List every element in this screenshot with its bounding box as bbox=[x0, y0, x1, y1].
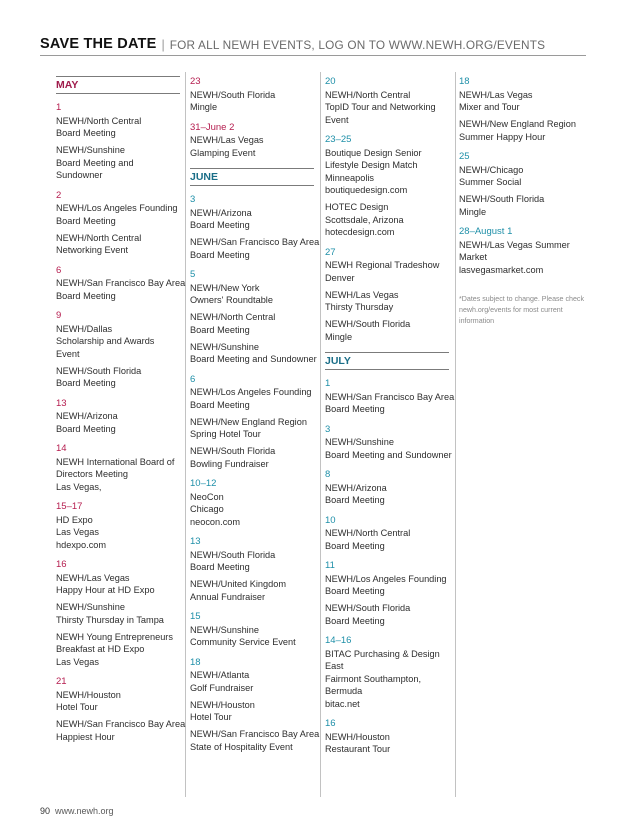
event-line: NEWH/Arizona bbox=[190, 207, 252, 218]
page-header bbox=[40, 36, 586, 56]
event-line: Board Meeting and Sundowner bbox=[325, 449, 452, 460]
event-entry bbox=[190, 669, 318, 694]
event-date: 3 bbox=[325, 423, 331, 435]
event-date: 15–17 bbox=[56, 501, 83, 512]
event-line: Board Meeting bbox=[190, 399, 250, 410]
event-line: Chicago bbox=[190, 504, 224, 514]
event-line: NEWH/Houston bbox=[325, 731, 390, 742]
event-entry bbox=[190, 445, 318, 470]
calendar-column-3 bbox=[325, 76, 453, 756]
event-line: Lifestyle Design Match bbox=[325, 160, 418, 170]
event-entry bbox=[56, 115, 184, 140]
event-line: Bowling Fundraiser bbox=[190, 458, 269, 469]
event-line: Event bbox=[56, 348, 80, 359]
event-date: 13 bbox=[56, 397, 67, 409]
event-entry bbox=[325, 573, 453, 598]
event-line: Board Meeting bbox=[190, 220, 250, 230]
event-line[interactable]: neocon.com bbox=[190, 516, 241, 527]
event-line: Thirsty Thursday bbox=[325, 302, 394, 312]
event-date: 15 bbox=[190, 611, 201, 622]
event-date: 23 bbox=[190, 76, 201, 87]
event-line: NeoCon bbox=[190, 491, 224, 502]
note-line: newh.org/events for most current bbox=[459, 306, 563, 314]
event-date: 8 bbox=[325, 469, 331, 480]
event-line: NEWH/Las Vegas bbox=[325, 289, 399, 300]
event-line: NEWH/Las Vegas bbox=[190, 135, 264, 145]
event-line: NEWH/Chicago bbox=[459, 164, 524, 175]
event-entry bbox=[325, 201, 453, 239]
event-date: 14 bbox=[56, 443, 67, 454]
event-line: NEWH/United Kingdom bbox=[190, 579, 286, 589]
event-line: Hotel Tour bbox=[56, 702, 98, 712]
event-line: NEWH/New York bbox=[190, 282, 260, 293]
event-line: Scholarship and Awards bbox=[56, 336, 155, 346]
event-entry bbox=[56, 144, 184, 182]
event-line: BITAC Purchasing & Design bbox=[325, 648, 440, 659]
event-line: Directors Meeting bbox=[56, 469, 128, 479]
event-entry bbox=[325, 391, 453, 416]
event-entry bbox=[459, 193, 587, 218]
event-line: NEWH Regional Tradeshow bbox=[325, 260, 440, 270]
event-entry bbox=[190, 341, 318, 366]
event-line: NEWH/San Francisco Bay Area bbox=[56, 278, 186, 288]
event-line: NEWH International Board of bbox=[56, 456, 175, 467]
event-line: Board Meeting and bbox=[56, 157, 134, 168]
event-line: Minneapolis bbox=[325, 172, 375, 183]
event-line[interactable]: boutiquedesign.com bbox=[325, 185, 408, 195]
event-line: NEWH/Sunshine bbox=[190, 341, 259, 352]
event-line[interactable]: hdexpo.com bbox=[56, 539, 107, 550]
header-title: SAVE THE DATE bbox=[40, 36, 157, 52]
event-entry bbox=[56, 572, 184, 597]
event-line: Board Meeting and Sundowner bbox=[190, 354, 317, 364]
event-date: 11 bbox=[325, 560, 335, 571]
event-line: NEWH/North Central bbox=[325, 528, 411, 538]
event-entry bbox=[190, 624, 318, 649]
event-line: Board Meeting bbox=[325, 404, 385, 414]
event-line: Boutique Design Senior bbox=[325, 147, 422, 158]
event-entry bbox=[325, 527, 453, 552]
event-line: NEWH/Los Angeles Founding bbox=[56, 203, 178, 213]
event-line: NEWH Young Entrepreneurs bbox=[56, 631, 173, 642]
event-line: NEWH/South Florida bbox=[190, 89, 276, 100]
event-entry bbox=[459, 164, 587, 189]
calendar-column-4 bbox=[459, 76, 587, 327]
event-line: HD Expo bbox=[56, 514, 93, 525]
event-date: 16 bbox=[325, 718, 336, 729]
event-entry bbox=[190, 728, 318, 753]
event-line: Bermuda bbox=[325, 686, 363, 696]
event-line: Board Meeting bbox=[325, 495, 385, 505]
event-line[interactable]: bitac.net bbox=[325, 698, 360, 709]
event-line: NEWH/North Central bbox=[56, 232, 142, 243]
event-entry bbox=[56, 601, 184, 626]
header-subtitle: FOR ALL NEWH EVENTS, LOG ON TO WWW.NEWH.ORG/EVENTS bbox=[169, 38, 546, 52]
page-number: 90 bbox=[40, 806, 51, 816]
event-date: 1 bbox=[56, 102, 62, 113]
event-line: NEWH/Las Vegas bbox=[459, 89, 533, 100]
event-entry bbox=[459, 89, 587, 114]
event-date: 18 bbox=[190, 656, 201, 668]
event-line: NEWH/Los Angeles Founding bbox=[190, 387, 312, 397]
event-line: Board Meeting bbox=[190, 249, 250, 260]
event-line: Sundowner bbox=[56, 170, 103, 180]
event-entry bbox=[190, 491, 318, 529]
event-line: Summer Social bbox=[459, 177, 522, 187]
event-line: NEWH/Los Angeles Founding bbox=[325, 573, 447, 584]
event-date: 31–June 2 bbox=[190, 121, 235, 133]
event-entry bbox=[190, 549, 318, 574]
event-entry bbox=[190, 386, 318, 411]
event-entry bbox=[56, 410, 184, 435]
event-date: 1 bbox=[325, 378, 331, 389]
event-entry bbox=[459, 118, 587, 143]
event-line: Golf Fundraiser bbox=[190, 682, 254, 693]
event-entry bbox=[325, 318, 453, 343]
event-date: 18 bbox=[459, 76, 470, 87]
event-line: State of Hospitality Event bbox=[190, 741, 293, 752]
event-date: 6 bbox=[190, 373, 196, 385]
event-date: 14–16 bbox=[325, 635, 352, 646]
event-line: NEWH/San Francisco Bay Area bbox=[56, 719, 186, 729]
event-line: Board Meeting bbox=[325, 586, 385, 596]
event-entry bbox=[56, 277, 184, 302]
event-line: NEWH/San Francisco Bay Area bbox=[325, 391, 455, 402]
event-line: Restaurant Tour bbox=[325, 744, 391, 754]
note-line: *Dates subject to change. Please check bbox=[459, 295, 585, 303]
event-entry bbox=[56, 514, 184, 552]
event-entry bbox=[325, 89, 453, 127]
event-line: Mingle bbox=[190, 102, 218, 112]
event-date: 6 bbox=[56, 264, 62, 276]
event-entry bbox=[56, 202, 184, 227]
event-date: 28–August 1 bbox=[459, 226, 513, 237]
event-date: 9 bbox=[56, 310, 62, 321]
event-date: 23–25 bbox=[325, 134, 352, 145]
event-entry bbox=[190, 236, 318, 261]
event-line: Breakfast at HD Expo bbox=[56, 644, 145, 654]
event-line: Hotel Tour bbox=[190, 712, 232, 722]
event-entry bbox=[190, 207, 318, 232]
event-line: Thirsty Thursday in Tampa bbox=[56, 614, 164, 625]
event-entry bbox=[190, 282, 318, 307]
footer-url[interactable]: www.newh.org bbox=[55, 806, 114, 816]
event-line: NEWH/Houston bbox=[190, 699, 255, 710]
event-line: NEWH/Houston bbox=[56, 689, 121, 700]
event-line: Las Vegas bbox=[56, 527, 99, 537]
event-line: NEWH/South Florida bbox=[325, 603, 411, 613]
event-date: 10–12 bbox=[190, 478, 217, 489]
month-heading-may: MAY bbox=[56, 76, 180, 94]
event-entry bbox=[190, 416, 318, 441]
event-entry bbox=[190, 89, 318, 114]
event-line: NEWH/Sunshine bbox=[325, 437, 394, 447]
event-line[interactable]: hotecdesign.com bbox=[325, 227, 395, 237]
event-date: 21 bbox=[56, 676, 67, 687]
event-line: Board Meeting bbox=[190, 562, 250, 572]
page-footer bbox=[40, 806, 114, 816]
event-date: 10 bbox=[325, 514, 336, 526]
event-line: East bbox=[325, 661, 344, 671]
event-line[interactable]: lasvegasmarket.com bbox=[459, 264, 544, 275]
event-line: Scottsdale, Arizona bbox=[325, 214, 404, 225]
event-line: NEWH/North Central bbox=[325, 89, 411, 100]
column-divider bbox=[320, 72, 321, 797]
event-line: NEWH/Sunshine bbox=[56, 145, 125, 155]
event-line: Las Vegas bbox=[56, 656, 99, 667]
event-entry bbox=[190, 578, 318, 603]
event-entry bbox=[325, 289, 453, 314]
event-entry bbox=[325, 731, 453, 756]
event-line: Spring Hotel Tour bbox=[190, 429, 261, 439]
disclaimer-note bbox=[459, 294, 587, 327]
event-line: Mingle bbox=[459, 206, 487, 217]
event-entry bbox=[56, 689, 184, 714]
event-line: Event bbox=[325, 114, 349, 125]
column-divider bbox=[185, 72, 186, 797]
event-line: TopID Tour and Networking bbox=[325, 102, 436, 112]
event-line: NEWH/Las Vegas bbox=[56, 572, 130, 583]
event-entry bbox=[325, 602, 453, 627]
event-entry bbox=[56, 365, 184, 390]
event-line: NEWH/South Florida bbox=[56, 365, 142, 376]
event-line: NEWH/North Central bbox=[190, 312, 276, 322]
event-line: NEWH/New England Region bbox=[190, 416, 307, 427]
event-line: NEWH/Arizona bbox=[325, 482, 387, 493]
event-entry bbox=[459, 239, 587, 277]
event-entry bbox=[190, 311, 318, 336]
event-line: NEWH/Arizona bbox=[56, 411, 118, 421]
calendar-column-1 bbox=[56, 76, 184, 743]
event-date: 13 bbox=[190, 536, 201, 547]
event-line: Board Meeting bbox=[56, 378, 116, 388]
event-entry bbox=[325, 436, 453, 461]
event-date: 20 bbox=[325, 76, 336, 87]
event-line: Board Meeting bbox=[190, 324, 250, 335]
event-entry bbox=[325, 482, 453, 507]
event-line: Summer Happy Hour bbox=[459, 131, 546, 142]
event-line: NEWH/Dallas bbox=[56, 323, 113, 334]
event-line: Board Meeting bbox=[325, 540, 385, 551]
event-date: 3 bbox=[190, 194, 196, 205]
calendar-column-2 bbox=[190, 76, 318, 753]
event-line: Board Meeting bbox=[56, 423, 116, 434]
event-line: NEWH/South Florida bbox=[190, 549, 276, 560]
month-heading-july: JULY bbox=[325, 352, 449, 370]
event-line: NEWH/New England Region bbox=[459, 119, 576, 129]
event-date: 2 bbox=[56, 189, 62, 201]
event-entry bbox=[56, 718, 184, 743]
event-entry bbox=[190, 134, 318, 159]
note-line: information bbox=[459, 317, 495, 325]
event-line: Denver bbox=[325, 272, 355, 283]
event-line: NEWH/South Florida bbox=[325, 319, 411, 329]
event-line: Board Meeting bbox=[56, 215, 116, 226]
event-line: NEWH/San Francisco Bay Area bbox=[190, 237, 320, 247]
event-line: Board Meeting bbox=[56, 128, 116, 138]
event-line: NEWH/Las Vegas Summer bbox=[459, 239, 570, 250]
event-line: Annual Fundraiser bbox=[190, 591, 266, 602]
event-line: NEWH/Atlanta bbox=[190, 670, 250, 680]
month-heading-june: JUNE bbox=[190, 168, 314, 186]
event-date: 5 bbox=[190, 269, 196, 280]
event-date: 16 bbox=[56, 559, 67, 570]
event-line: Owners' Roundtable bbox=[190, 295, 273, 305]
event-line: NEWH/Sunshine bbox=[56, 602, 125, 612]
event-line: Networking Event bbox=[56, 245, 129, 255]
event-line: Mingle bbox=[325, 331, 353, 342]
event-line: NEWH/South Florida bbox=[190, 446, 276, 456]
event-date: 25 bbox=[459, 151, 470, 162]
event-entry bbox=[325, 648, 453, 711]
event-line: NEWH/North Central bbox=[56, 115, 142, 126]
header-separator: | bbox=[161, 38, 165, 52]
event-line: HOTEC Design bbox=[325, 202, 389, 212]
event-line: Happy Hour at HD Expo bbox=[56, 585, 155, 595]
event-line: NEWH/South Florida bbox=[459, 194, 545, 204]
event-line: Fairmont Southampton, bbox=[325, 673, 422, 684]
column-divider bbox=[455, 72, 456, 797]
event-entry bbox=[325, 259, 453, 284]
event-line: Happiest Hour bbox=[56, 731, 115, 742]
event-line: Market bbox=[459, 252, 488, 262]
event-entry bbox=[56, 456, 184, 494]
event-line: Community Service Event bbox=[190, 637, 296, 647]
event-line: Board Meeting bbox=[325, 615, 385, 626]
event-line: Las Vegas, bbox=[56, 481, 102, 492]
event-entry bbox=[56, 323, 184, 361]
event-line: Board Meeting bbox=[56, 290, 116, 301]
event-entry bbox=[190, 699, 318, 724]
event-line: Glamping Event bbox=[190, 147, 256, 158]
event-line: NEWH/Sunshine bbox=[190, 624, 259, 635]
event-date: 27 bbox=[325, 246, 336, 258]
event-entry bbox=[325, 147, 453, 197]
event-line: NEWH/San Francisco Bay Area bbox=[190, 729, 320, 739]
event-entry bbox=[56, 232, 184, 257]
event-entry bbox=[56, 631, 184, 669]
event-line: Mixer and Tour bbox=[459, 102, 520, 112]
